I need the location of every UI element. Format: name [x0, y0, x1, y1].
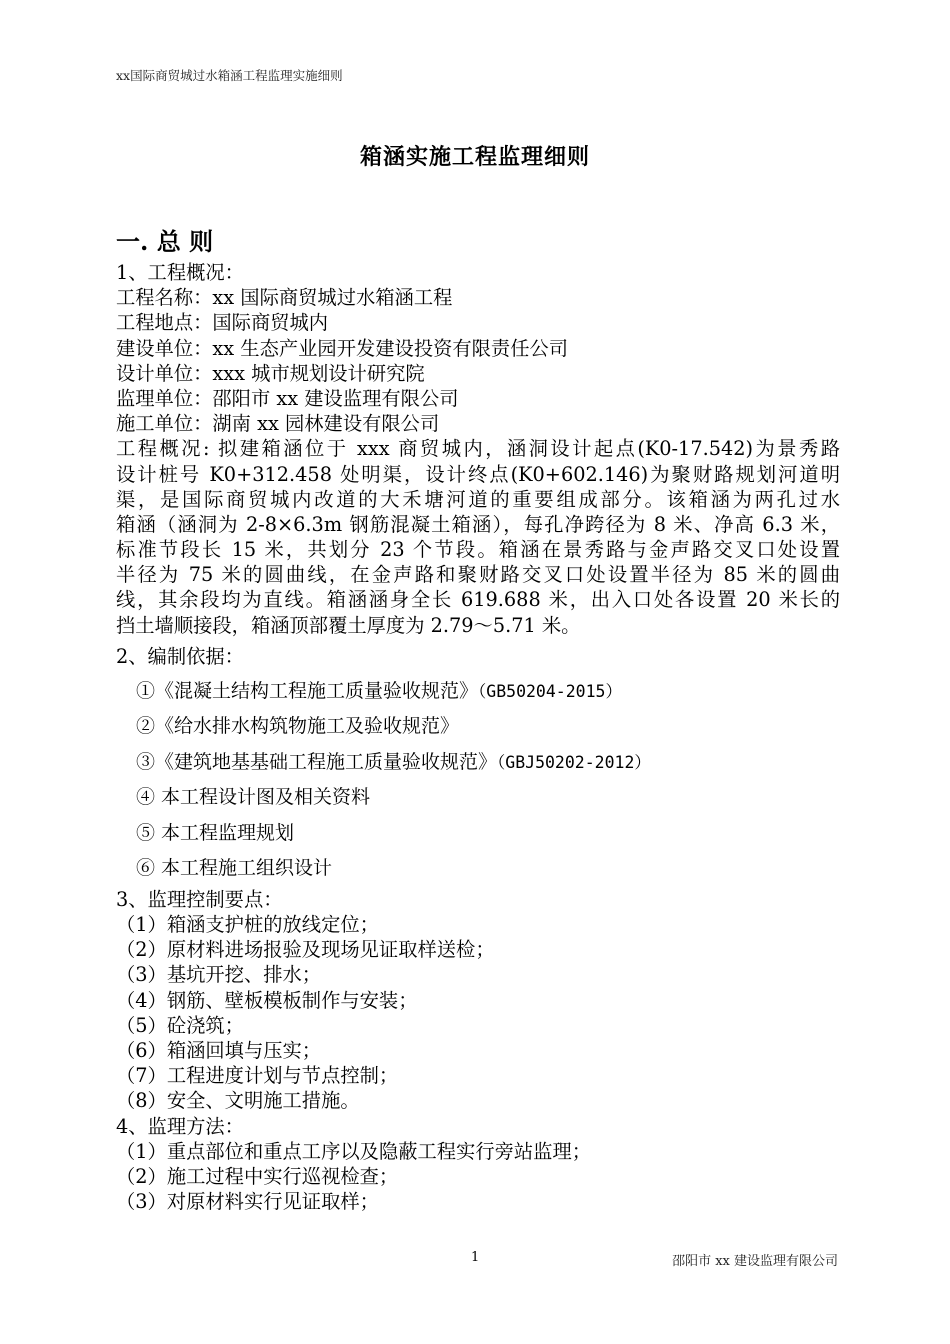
basis-item-code: （GB50204-2015） [478, 681, 622, 701]
overview-paragraph-line: 渠，是国际商贸城内改道的大禾塘河道的重要组成部分。该箱涵为两孔过水 [116, 487, 840, 511]
page-number: 1 [471, 1250, 480, 1265]
basis-item-text: ②《给水排水构筑物施工及验收规范》 [136, 715, 460, 738]
basis-item [116, 816, 840, 852]
basis-item [116, 780, 840, 816]
control-point: （2）原材料进场报验及现场见证取样送检； [116, 938, 495, 962]
basis-item-text: ④ 本工程设计图及相关资料 [136, 786, 371, 809]
basis-item [116, 851, 840, 887]
footer-company: 邵阳市 xx 建设监理有限公司 [672, 1254, 838, 1269]
overview-paragraph-line: 线，其余段均为直线。箱涵涵身全长 619.688 米，出入口处各设置 20 米长的 [116, 588, 840, 612]
field-designer: 设计单位：xxx 城市规划设计研究院 [116, 361, 425, 385]
control-points-label: 3、监理控制要点： [116, 887, 283, 911]
basis-item [116, 709, 840, 745]
method-item: （3）对原材料实行见证取样； [116, 1190, 379, 1214]
overview-paragraph-line: 设计桩号 K0+312.458 处明渠，设计终点(K0+602.146)为聚财路规划河道明 [116, 462, 840, 486]
overview-paragraph-line: 箱涵（涵洞为 2-8×6.3m 钢筋混凝土箱涵），每孔净跨径为 8 米、净高 6.3 米， [116, 512, 840, 536]
basis-item-text: ⑥ 本工程施工组织设计 [136, 857, 333, 880]
overview-label: 1、工程概况： [116, 261, 244, 284]
control-point: （5）砼浇筑； [116, 1013, 244, 1037]
field-owner: 建设单位：xx 生态产业园开发建设投资有限责任公司 [116, 336, 569, 360]
basis-item-text: ①《混凝土结构工程施工质量验收规范》 [136, 679, 479, 702]
control-point: （6）箱涵回填与压实； [116, 1038, 322, 1062]
overview-paragraph-line: 半径为 75 米的圆曲线，在金声路和聚财路交叉口处设置半径为 85 米的圆曲 [116, 563, 840, 587]
overview-paragraph-line: 标准节段长 15 米，共划分 23 个节段。箱涵在景秀路与金声路交叉口处设置 [116, 538, 840, 562]
overview-paragraph-line: 挡土墙顺接段，箱涵顶部覆土厚度为 2.79～5.71 米。 [116, 613, 581, 637]
basis-item-code: （GBJ50202-2012） [497, 752, 651, 772]
basis-item [116, 745, 840, 781]
field-supervisor: 监理单位：邵阳市 xx 建设监理有限公司 [116, 386, 459, 410]
field-contractor: 施工单位：湖南 xx 园林建设有限公司 [116, 412, 440, 436]
basis-item-text: ⑤ 本工程监理规划 [136, 821, 295, 844]
section-heading: 一. 总 则 [116, 227, 214, 256]
control-point: （1）箱涵支护桩的放线定位； [116, 913, 379, 936]
field-project-name: 工程名称：xx 国际商贸城过水箱涵工程 [116, 286, 453, 310]
control-point: （7）工程进度计划与节点控制； [116, 1064, 399, 1088]
basis-item-text: ③《建筑地基基础工程施工质量验收规范》 [136, 750, 498, 773]
control-point: （3）基坑开挖、排水； [116, 963, 322, 987]
basis-item [116, 674, 840, 710]
method-item: （2）施工过程中实行巡视检查； [116, 1164, 399, 1188]
control-point: （8）安全、文明施工措施。 [116, 1089, 360, 1113]
overview-paragraph-line: 工程概况: 拟建箱涵位于 xxx 商贸城内，涵洞设计起点(K0-17.542)为景秀路 [116, 437, 840, 461]
control-point: （4）钢筋、壁板模板制作与安装； [116, 988, 418, 1012]
document-title: 箱涵实施工程监理细则 [359, 144, 590, 170]
page-header: xx国际商贸城过水箱涵工程监理实施细则 [116, 68, 343, 83]
methods-label: 4、监理方法： [116, 1114, 244, 1138]
method-item: （1）重点部位和重点工序以及隐蔽工程实行旁站监理； [116, 1139, 592, 1163]
field-project-location: 工程地点：国际商贸城内 [116, 311, 329, 335]
basis-label: 2、编制依据： [116, 644, 244, 668]
document-body [116, 260, 840, 1214]
